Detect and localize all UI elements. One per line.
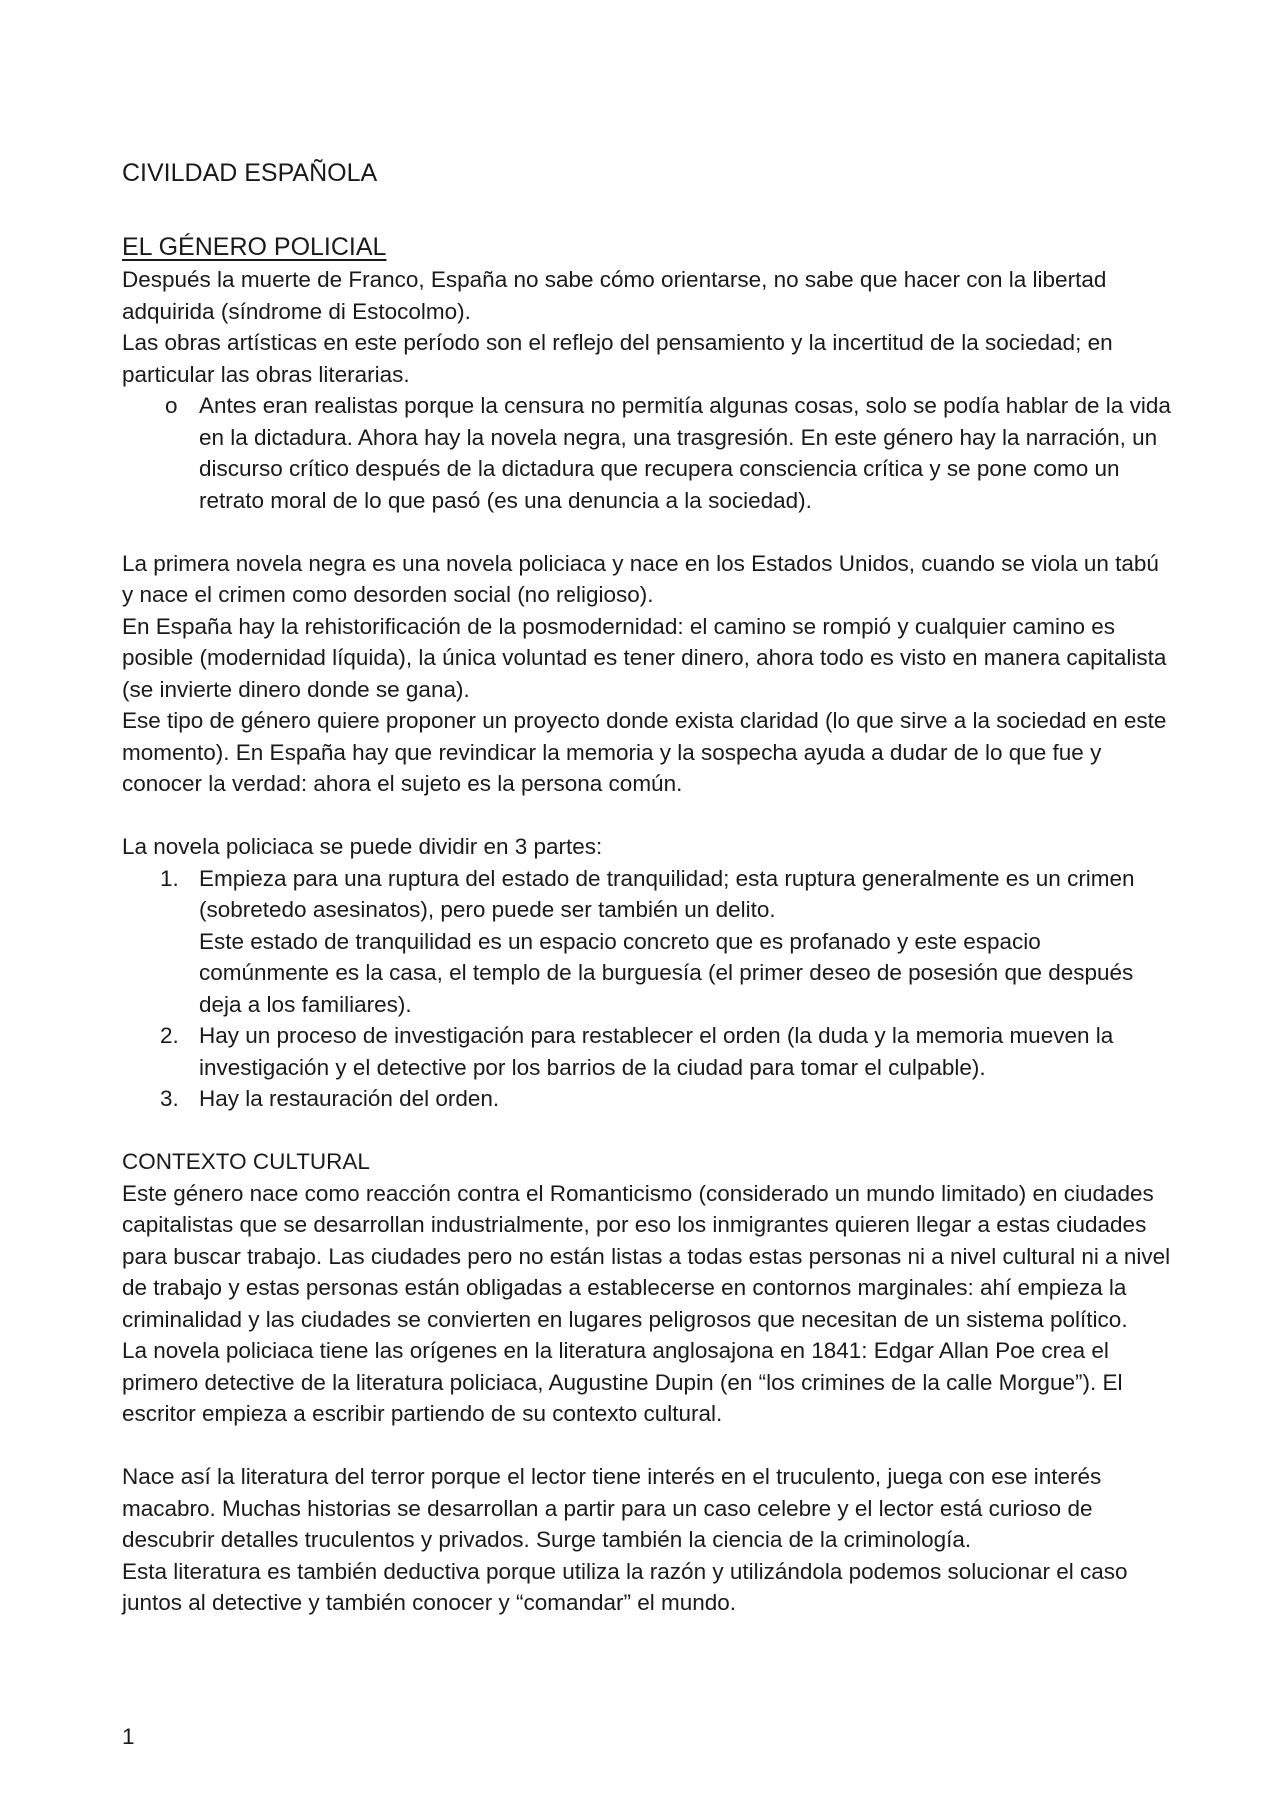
bullet-marker: o [165, 393, 178, 418]
part-item [122, 1020, 1172, 1083]
bullet-text: Antes eran realistas porque la censura no permitía algunas cosas, solo se podía hablar de la vida en la dictadura. Ahora hay la novela negra, una trasgresión. En este género hay la narración, un discurso crítico después de la dictadura que recupera consciencia crítica y se pone como un retrato moral de lo que pasó (es una denuncia a la sociedad). [199, 393, 1171, 513]
part-text: Empieza para una ruptura del estado de tranquilidad; esta ruptura generalmente es un crimen (sobretedo asesinatos), pero puede ser también un delito. [199, 865, 1135, 922]
parts-intro: La novela policiaca se puede dividir en 3 partes: [122, 834, 603, 859]
final-paragraph-1: Nace así la literatura del terror porque el lector tiene interés en el truculento, juega con ese interés macabro. Muchas historias se desarrollan a partir para un caso celebre y el lector está curioso de descubrir detalles truculentos y privados. Surge también la ciencia de la criminología. [122, 1464, 1102, 1552]
document-title: CIVILDAD ESPAÑOLA [122, 159, 378, 187]
page-number: 1 [122, 1724, 135, 1749]
paragraph-novela-negra: La primera novela negra es una novela policiaca y nace en los Estados Unidos, cuando se viola un tabú y nace el crimen como desorden social (no religioso). [122, 550, 1159, 607]
context-heading: CONTEXTO CULTURAL [122, 1149, 370, 1174]
section-title: EL GÉNERO POLICIAL [122, 233, 387, 261]
part-text: Hay la restauración del orden. [199, 1086, 500, 1111]
part-item [122, 863, 1172, 1021]
bullet-list [122, 390, 1172, 516]
parts-list [122, 863, 1172, 1115]
paragraph-proyecto: Ese tipo de género quiere proponer un proyecto donde exista claridad (lo que sirve a la sociedad en este momento). En España hay que revindicar la memoria y la sospecha ayuda a dudar de lo que fue y conocer la verdad: ahora el sujeto es la persona común. [122, 708, 1167, 796]
document-body [122, 156, 1172, 1619]
intro-paragraph-2: Las obras artísticas en este período son el reflejo del pensamiento y la incertitud de la sociedad; en particular las obras literarias. [122, 330, 1113, 387]
part-text: Hay un proceso de investigación para restablecer el orden (la duda y la memoria mueven la investigación y el detective por los barrios de la ciudad para tomar el culpable). [199, 1023, 1114, 1080]
intro-paragraph-1: Después la muerte de Franco, España no sabe cómo orientarse, no sabe que hacer con la libertad adquirida (síndrome di Estocolmo). [122, 267, 1107, 324]
paragraph-rehistorificacion: En España hay la rehistorificación de la posmodernidad: el camino se rompió y cualquier camino es posible (modernidad líquida), la única voluntad es tener dinero, ahora todo es visto en manera capitalista (se invierte dinero donde se gana). [122, 613, 1167, 702]
final-paragraph-2: Esta literatura es también deductiva porque utiliza la razón y utilizándola podemos solucionar el caso juntos al detective y también conocer y “comandar” el mundo. [122, 1558, 1128, 1615]
part-extra-text: Este estado de tranquilidad es un espacio concreto que es profanado y este espacio comúnmente es la casa, el templo de la burguesía (el primer deseo de posesión que después deja a los familiares). [199, 928, 1134, 1017]
context-paragraph-2: La novela policiaca tiene las orígenes en la literatura anglosajona en 1841: Edgar Allan Poe crea el primero detective de la literatura policiaca, Augustine Dupin (en “los crimines de la calle Morgue”). El escritor empieza a escribir partiendo de su contexto cultural. [122, 1338, 1123, 1426]
part-number: 1. [160, 865, 179, 891]
part-number: 3. [160, 1086, 179, 1111]
part-number: 2. [160, 1023, 179, 1048]
context-paragraph-1: Este género nace como reacción contra el Romanticismo (considerado un mundo limitado) en ciudades capitalistas que se desarrollan industrialmente, por eso los inmigrantes quieren llegar a estas ciudades para buscar trabajo. Las ciudades pero no están listas a todas estas personas ni a nivel cultural ni a nivel de trabajo y estas personas están obligadas a establecerse en contornos marginales: ahí empieza la criminalidad y las ciudades se convierten en lugares peligrosos que necesitan de un sistema político. [122, 1180, 1171, 1332]
part-item [122, 1083, 1172, 1115]
bullet-item [122, 390, 1172, 516]
